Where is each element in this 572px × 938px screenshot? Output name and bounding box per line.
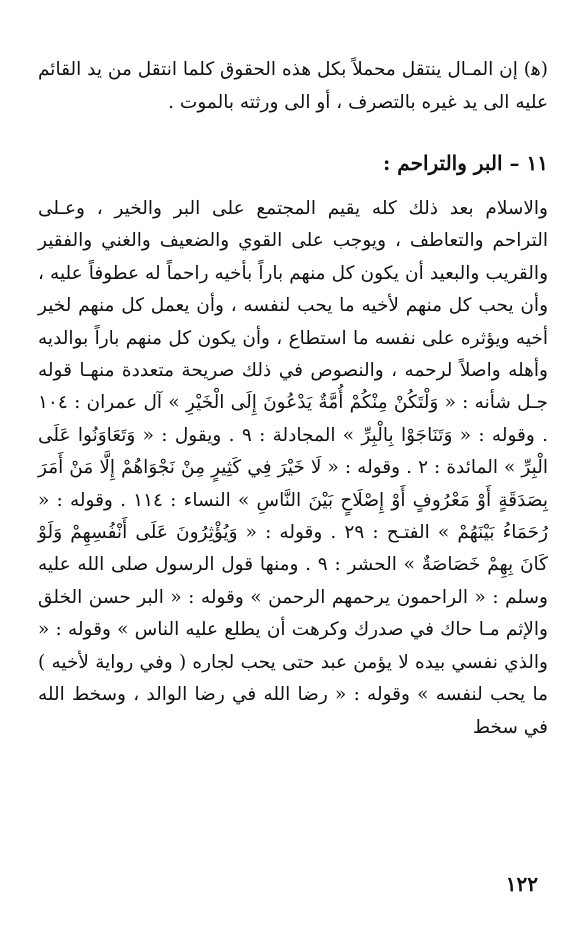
body-paragraph: والاسلام بعد ذلك كله يقيم المجتمع على البر والخير ، وعـلى التراحم والتعاطف ، ويوجب على القوي والضعيف والغني والفقير والقريب والبعيد أن يكون كل منهم باراً بأخيه راحماً له عطوفاً عليه ، وأن يحب كل منهم لأخيه ما يحب لنفسه ، وأن يعمل كل منهم لخير أخيه ويؤثره على نفسه ما استطاع ، وأن يكون كل منهم باراً بوالديه وأهله واصلاً لرحمه ، والنصوص في ذلك صريحة متعددة منهـا قوله جـل شأنه : « وَلْتَكُنْ مِنْكُمْ أُمَّةٌ يَدْعُونَ إِلَى الْخَيْرِ » آل عمران : ١٠٤ . وقوله : « وَتَنَاجَوْا بِالْبِرِّ » المجادلة : ٩ . ويقول : « وَتَعَاوَنُوا عَلَى الْبِرِّ » المائدة : ٢ . وقوله : « لَا خَيْرَ فِي كَثِيرٍ مِنْ نَجْوَاهُمْ إِلَّا مَنْ أَمَرَ بِصَدَقَةٍ أَوْ مَعْرُوفٍ أَوْ إِصْلَاحٍ بَيْنَ النَّاسِ » النساء : ١١٤ . وقوله : « رُحَمَاءُ بَيْنَهُمْ » الفتـح : ٢٩ . وقوله : « وَيُؤْثِرُونَ عَلَى أَنْفُسِهِمْ وَلَوْ كَانَ بِهِمْ خَصَاصَةٌ » الحشر : ٩ . ومنها قول الرسول صلى الله عليه وسلم : « الراحمون يرحمهم الرحمن » وقوله : « البر حسن الخلق والإثم مـا حاك في صدرك وكرهت أن يطلع عليه الناس » وقوله : « والذي نفسي بيده لا يؤمن عبد حتى يحب لجاره ( وفي رواية لأخيه ) ما يحب لنفسه » وقوله : « رضا الله في رضا الوالد ، وسخط الله في سخط xyxy=(38,198,548,738)
page-number: ١٢٢ xyxy=(505,872,538,896)
section-heading: ١١ – البر والتراحم : xyxy=(382,151,548,175)
page-body xyxy=(38,54,548,744)
point-e-paragraph: (ﻫ) إن المـال ينتقل محملاً بكل هذه الحقوق كلما انتقل من يد القائم عليه الى يد غيره بالتصرف ، أو الى ورثته بالموت . xyxy=(38,59,548,113)
